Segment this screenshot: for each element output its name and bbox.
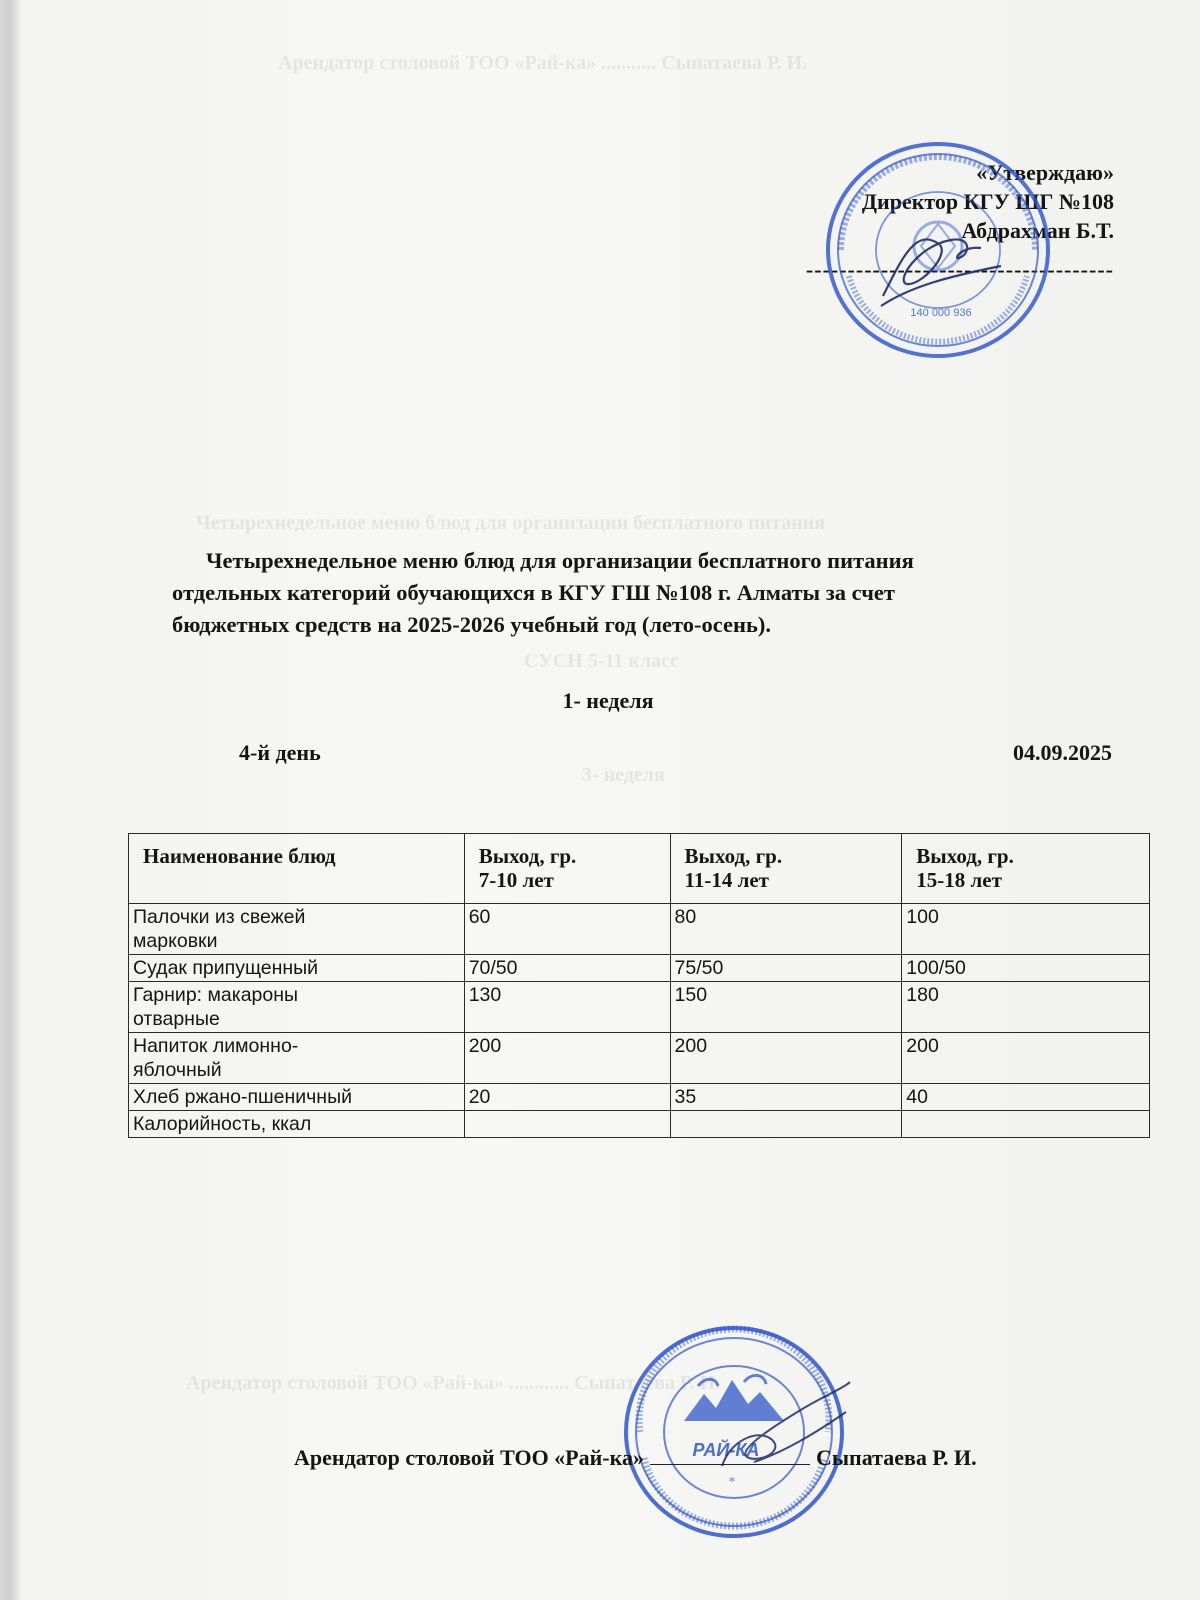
portion-cell-15-18: 200 <box>902 1033 1150 1084</box>
portion-cell-11-14: 35 <box>670 1084 902 1111</box>
day-label: 4-й день <box>239 740 321 765</box>
show-through-text: СУСН 5-11 класс <box>524 650 679 672</box>
dish-name-cell: Гарнир: макароны отварные <box>129 982 465 1033</box>
portion-cell-11-14: 150 <box>670 982 902 1033</box>
approve-label: «Утверждаю» <box>976 160 1114 185</box>
table-row <box>129 904 1150 955</box>
portion-cell-7-10: 200 <box>464 1033 670 1084</box>
title-line-2: отдельных категорий обучающихся в КГУ ГШ №108 г. Алматы за счет <box>172 580 895 605</box>
tenant-seal <box>614 1316 854 1548</box>
table-row <box>129 1084 1150 1111</box>
table-row <box>129 955 1150 982</box>
tenant-signature-line <box>294 1445 977 1471</box>
title-line-3: бюджетных средств на 2025-2026 учебный год (лето-осень). <box>172 612 771 637</box>
dish-name-cell: Калорийность, ккал <box>129 1111 465 1138</box>
portion-cell-7-10: 70/50 <box>464 955 670 982</box>
header-15-18: Выход, гр. 15-18 лет <box>902 834 1150 904</box>
school-seal <box>821 136 1061 366</box>
table-row <box>129 1033 1150 1084</box>
header-7-10: Выход, гр. 7-10 лет <box>464 834 670 904</box>
dish-name-cell: Напиток лимонно- яблочный <box>129 1033 465 1084</box>
dish-name-cell: Судак припущенный <box>129 955 465 982</box>
portion-cell-15-18: 100/50 <box>902 955 1150 982</box>
portion-cell-7-10: 20 <box>464 1084 670 1111</box>
week-label: 1- неделя <box>562 688 654 713</box>
show-through-text: 3- неделя <box>582 764 665 786</box>
svg-text:*: * <box>728 1475 736 1490</box>
director-name: Абдрахман Б.Т. <box>961 218 1114 243</box>
header-11-14: Выход, гр. 11-14 лет <box>670 834 902 904</box>
seal-number: 140 000 936 <box>910 307 972 319</box>
table-header-row <box>129 834 1150 904</box>
show-through-text: Арендатор столовой ТОО «Рай-ка» ........... Сыпатаева Р. И. <box>278 52 808 74</box>
table-row <box>129 982 1150 1033</box>
title-line-1: Четырехнедельное меню блюд для организации бесплатного питания <box>206 548 914 573</box>
tenant-name: Сыпатаева Р. И. <box>815 1445 977 1470</box>
signature-line: ------------------------------------- <box>805 257 1114 282</box>
dish-name-cell: Палочки из свежей марковки <box>129 904 465 955</box>
portion-cell-11-14: 200 <box>670 1033 902 1084</box>
document-page <box>16 0 1200 1600</box>
document-title <box>172 545 1132 641</box>
tenant-signature-blank <box>650 1446 810 1465</box>
portion-cell-7-10 <box>464 1111 670 1138</box>
show-through-text: Арендатор столовой ТОО «Рай-ка» ............ Сыпатаева Р. И. <box>186 1372 721 1394</box>
table-row <box>129 1111 1150 1138</box>
portion-cell-15-18: 180 <box>902 982 1150 1033</box>
date-label: 04.09.2025 <box>1013 740 1112 765</box>
portion-cell-11-14 <box>670 1111 902 1138</box>
portion-cell-11-14: 75/50 <box>670 955 902 982</box>
portion-cell-15-18: 100 <box>902 904 1150 955</box>
seal-brand: РАЙ-КА <box>692 1440 760 1460</box>
portion-cell-7-10: 130 <box>464 982 670 1033</box>
portion-cell-7-10: 60 <box>464 904 670 955</box>
portion-cell-11-14: 80 <box>670 904 902 955</box>
portion-cell-15-18 <box>902 1111 1150 1138</box>
director-title: Директор КГУ ШГ №108 <box>861 189 1114 214</box>
show-through-text: Четырехнедельное меню блюд для организации бесплатного питания <box>196 512 826 534</box>
portion-cell-15-18: 40 <box>902 1084 1150 1111</box>
tenant-label: Арендатор столовой ТОО «Рай-ка» <box>294 1445 644 1470</box>
header-dish: Наименование блюд <box>129 834 465 904</box>
menu-table <box>128 833 1150 1138</box>
dish-name-cell: Хлеб ржано-пшеничный <box>129 1084 465 1111</box>
